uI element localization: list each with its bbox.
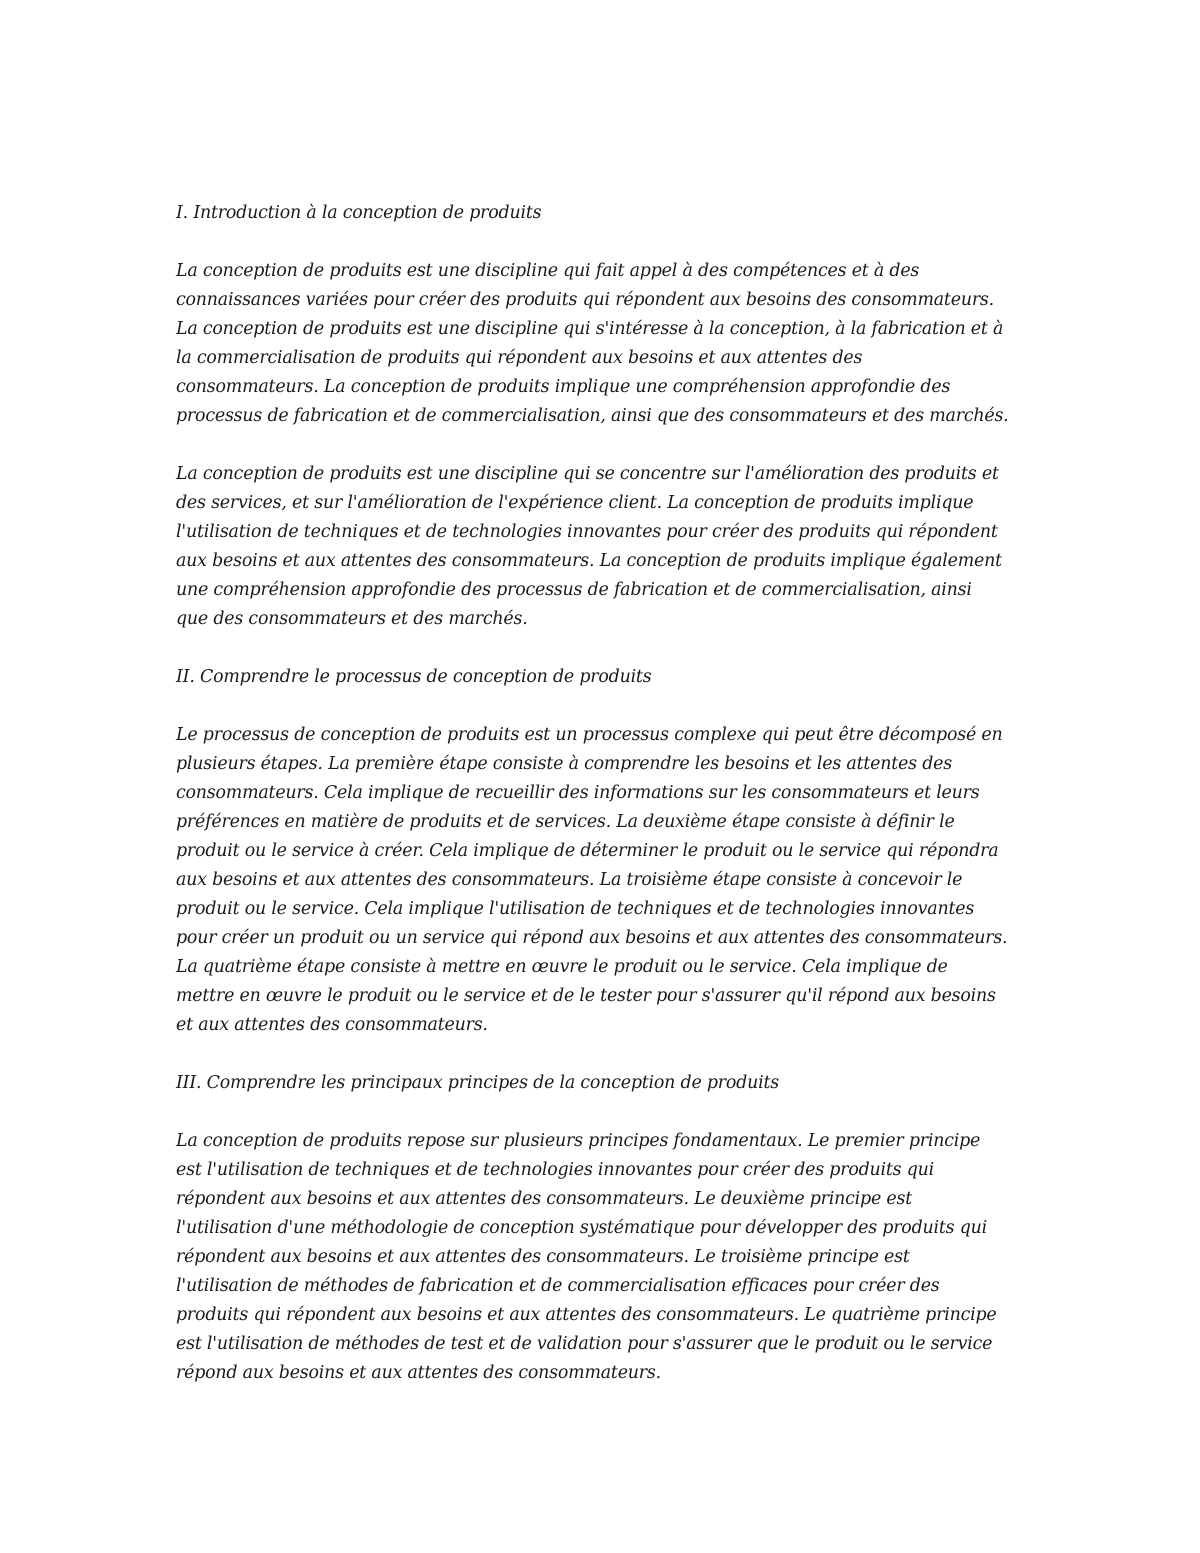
paragraph-line: l'utilisation d'une méthodologie de conception systématique pour développer des produits qui — [176, 1218, 988, 1238]
paragraph-line: aux besoins et aux attentes des consommateurs. La troisième étape consiste à concevoir le — [176, 870, 963, 890]
paragraph-line: plusieurs étapes. La première étape consiste à comprendre les besoins et les attentes des — [176, 754, 952, 774]
paragraph-line: consommateurs. La conception de produits implique une compréhension approfondie des — [176, 377, 951, 397]
paragraph-line: La conception de produits repose sur plusieurs principes fondamentaux. Le premier principe — [176, 1131, 981, 1151]
paragraph-line: Le processus de conception de produits est un processus complexe qui peut être décomposé en — [176, 725, 1003, 745]
paragraph-line: pour créer un produit ou un service qui répond aux besoins et aux attentes des consommateurs. — [176, 928, 1008, 948]
paragraph-line: produit ou le service à créer. Cela implique de déterminer le produit ou le service qui répondra — [176, 841, 999, 861]
document-body — [176, 199, 1036, 1417]
paragraph-line: et aux attentes des consommateurs. — [176, 1015, 488, 1035]
paragraph-line: l'utilisation de techniques et de technologies innovantes pour créer des produits qui répondent — [176, 522, 998, 542]
paragraph-line: des services, et sur l'amélioration de l'expérience client. La conception de produits implique — [176, 493, 974, 513]
section-heading-2 — [176, 663, 1036, 692]
paragraph-line: répond aux besoins et aux attentes des consommateurs. — [176, 1363, 661, 1383]
paragraph-line: répondent aux besoins et aux attentes des consommateurs. Le troisième principe est — [176, 1247, 910, 1267]
paragraph-line: La conception de produits est une discipline qui fait appel à des compétences et à des — [176, 261, 920, 281]
paragraph-line: mettre en œuvre le produit ou le service et de le tester pour s'assurer qu'il répond aux besoins — [176, 986, 996, 1006]
heading-text: II. Comprendre le processus de conception de produits — [176, 667, 652, 687]
paragraph-1 — [176, 257, 1036, 431]
paragraph-line: La quatrième étape consiste à mettre en œuvre le produit ou le service. Cela implique de — [176, 957, 948, 977]
section-heading-1 — [176, 199, 1036, 228]
paragraph-line: produits qui répondent aux besoins et aux attentes des consommateurs. Le quatrième principe — [176, 1305, 997, 1325]
paragraph-line: préférences en matière de produits et de services. La deuxième étape consiste à définir le — [176, 812, 955, 832]
paragraph-line: est l'utilisation de techniques et de technologies innovantes pour créer des produits qui — [176, 1160, 935, 1180]
paragraph-4 — [176, 1127, 1036, 1388]
paragraph-line: la commercialisation de produits qui répondent aux besoins et aux attentes des — [176, 348, 863, 368]
paragraph-line: une compréhension approfondie des processus de fabrication et de commercialisation, ainsi — [176, 580, 972, 600]
paragraph-line: aux besoins et aux attentes des consommateurs. La conception de produits implique également — [176, 551, 1002, 571]
paragraph-line: processus de fabrication et de commercialisation, ainsi que des consommateurs et des marchés. — [176, 406, 1009, 426]
paragraph-line: produit ou le service. Cela implique l'utilisation de techniques et de technologies innovantes — [176, 899, 975, 919]
paragraph-2 — [176, 460, 1036, 634]
paragraph-line: connaissances variées pour créer des produits qui répondent aux besoins des consommateurs. — [176, 290, 994, 310]
paragraph-line: l'utilisation de méthodes de fabrication et de commercialisation efficaces pour créer des — [176, 1276, 940, 1296]
heading-text: III. Comprendre les principaux principes de la conception de produits — [176, 1073, 779, 1093]
heading-text: I. Introduction à la conception de produits — [176, 203, 542, 223]
paragraph-line: consommateurs. Cela implique de recueillir des informations sur les consommateurs et leurs — [176, 783, 980, 803]
paragraph-line: que des consommateurs et des marchés. — [176, 609, 528, 629]
paragraph-line: La conception de produits est une discipline qui s'intéresse à la conception, à la fabrication et à — [176, 319, 1004, 339]
paragraph-line: La conception de produits est une discipline qui se concentre sur l'amélioration des produits et — [176, 464, 999, 484]
paragraph-line: est l'utilisation de méthodes de test et de validation pour s'assurer que le produit ou le service — [176, 1334, 993, 1354]
section-heading-3 — [176, 1069, 1036, 1098]
paragraph-3 — [176, 721, 1036, 1040]
paragraph-line: répondent aux besoins et aux attentes des consommateurs. Le deuxième principe est — [176, 1189, 913, 1209]
